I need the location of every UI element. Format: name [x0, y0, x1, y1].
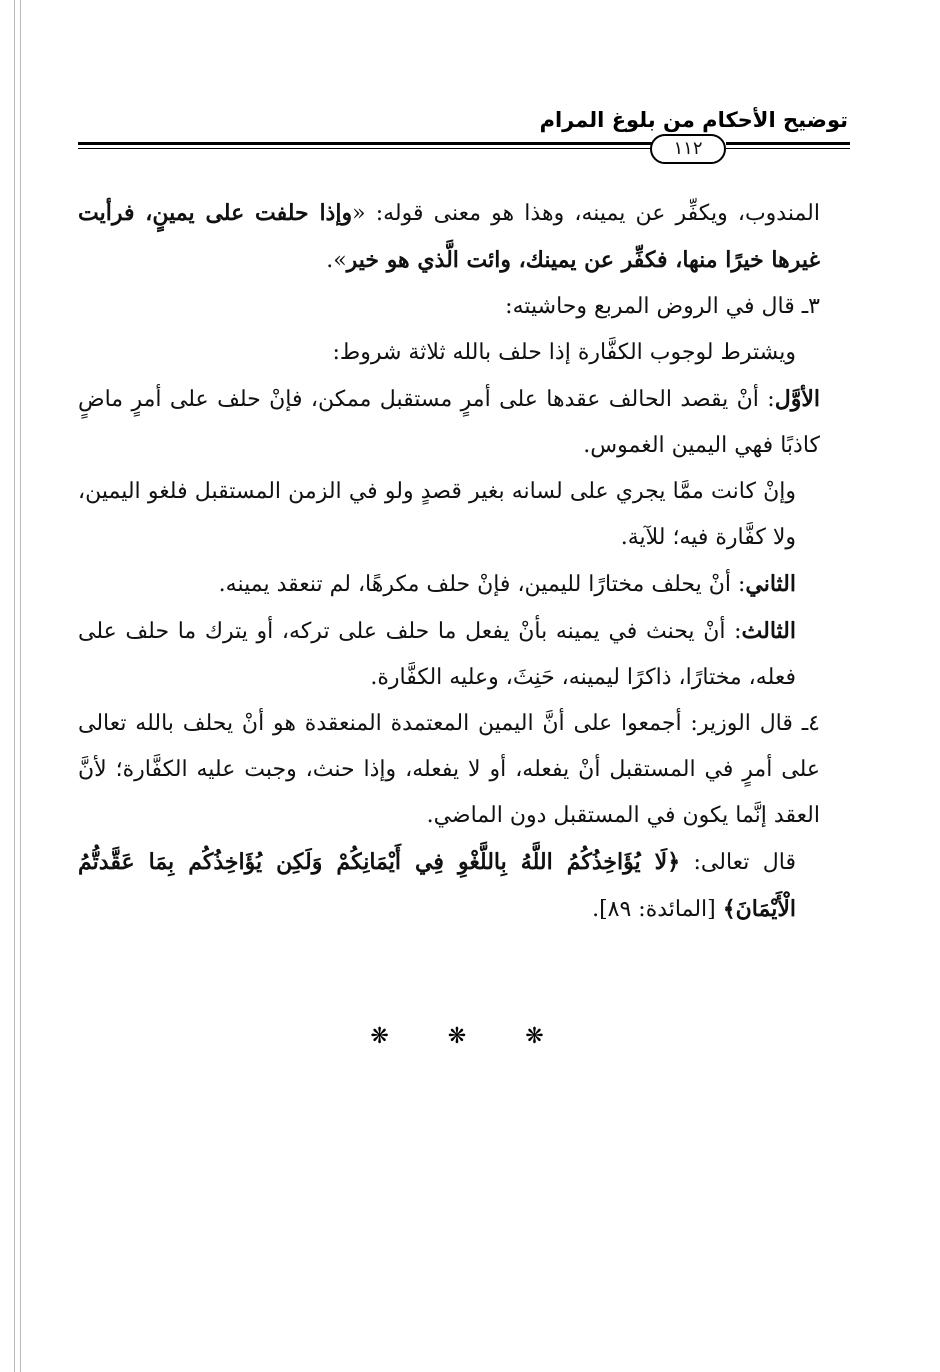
paragraph-text: ». — [326, 248, 347, 273]
paragraph — [78, 190, 820, 284]
page-number: ١١٢ — [673, 138, 703, 159]
page-edge-line — [20, 0, 21, 1372]
condition-label: الأوَّل — [774, 386, 820, 412]
book-title: توضيح الأحكام من بلوغ المرام — [539, 108, 848, 132]
condition-text: : أنْ يحلف مختارًا لليمين، فإنْ حلف مكرهًا، لم تنعقد يمينه. — [218, 572, 746, 597]
list-item: ٤ـ قال الوزير: أجمعوا على أنَّ اليمين المعتمدة المنعقدة هو أنْ يحلف بالله تعالى على أمرٍ في المستقبل أنْ يفعله، أو لا يفعله، وإذا حنث، وجبت عليه الكفَّارة؛ لأنَّ العقد إنَّما يكون في المستقبل دون الماضي. — [78, 711, 820, 828]
quran-verse: ﴿لَا يُؤَاخِذُكُمُ اللَّهُ بِاللَّغْوِ فِي أَيْمَانِكُمْ وَلَكِن يُؤَاخِذُكُم بِمَا عَقَّدتُّمُ الْأَيْمَانَ﴾ — [78, 849, 796, 922]
paragraph-text: المندوب، ويكفِّر عن يمينه، وهذا هو معنى قوله: « — [352, 201, 821, 226]
section-separator: ❋ ❋ ❋ — [370, 1024, 570, 1049]
header-rule-right — [726, 142, 850, 149]
condition-text: : أنْ يحنث في يمينه بأنْ يفعل ما حلف على تركه، أو يترك ما حلف على فعله، مختارًا، ذاكرًا ليمينه، حَنِثَ، وعليه الكفَّارة. — [78, 619, 796, 690]
header-rule-left — [78, 142, 652, 149]
page-body — [78, 190, 820, 933]
paragraph: وإنْ كانت ممَّا يجري على لسانه بغير قصدٍ ولو في الزمن المستقبل فلغو اليمين، ولا كفَّارة فيه؛ للآية. — [78, 479, 796, 550]
list-item: ٣ـ قال في الروض المربع وحاشيته: — [505, 294, 820, 319]
condition-item — [78, 561, 820, 608]
condition-item — [78, 376, 820, 469]
page-edge-line — [14, 0, 15, 1372]
condition-item — [78, 608, 820, 701]
condition-label: الثاني — [745, 571, 796, 597]
hadith-quote: وإذا حلفت على يمينٍ، فرأيت غيرها خيرًا منها، فكفِّر عن يمينك، وائت الَّذي هو خير — [78, 200, 820, 273]
paragraph: ويشترط لوجوب الكفَّارة إذا حلف بالله ثلاثة شروط: — [332, 340, 796, 365]
paragraph-text: قال تعالى: — [680, 850, 796, 875]
condition-label: الثالث — [741, 618, 796, 644]
quran-citation — [78, 839, 820, 933]
page-number-frame — [650, 134, 726, 164]
verse-reference: [المائدة: ٨٩]. — [592, 897, 723, 922]
condition-text: : أنْ يقصد الحالف عقدها على أمرٍ مستقبل ممكن، فإنْ حلف على أمرٍ ماضٍ كاذبًا فهي اليمين الغموس. — [78, 387, 820, 458]
